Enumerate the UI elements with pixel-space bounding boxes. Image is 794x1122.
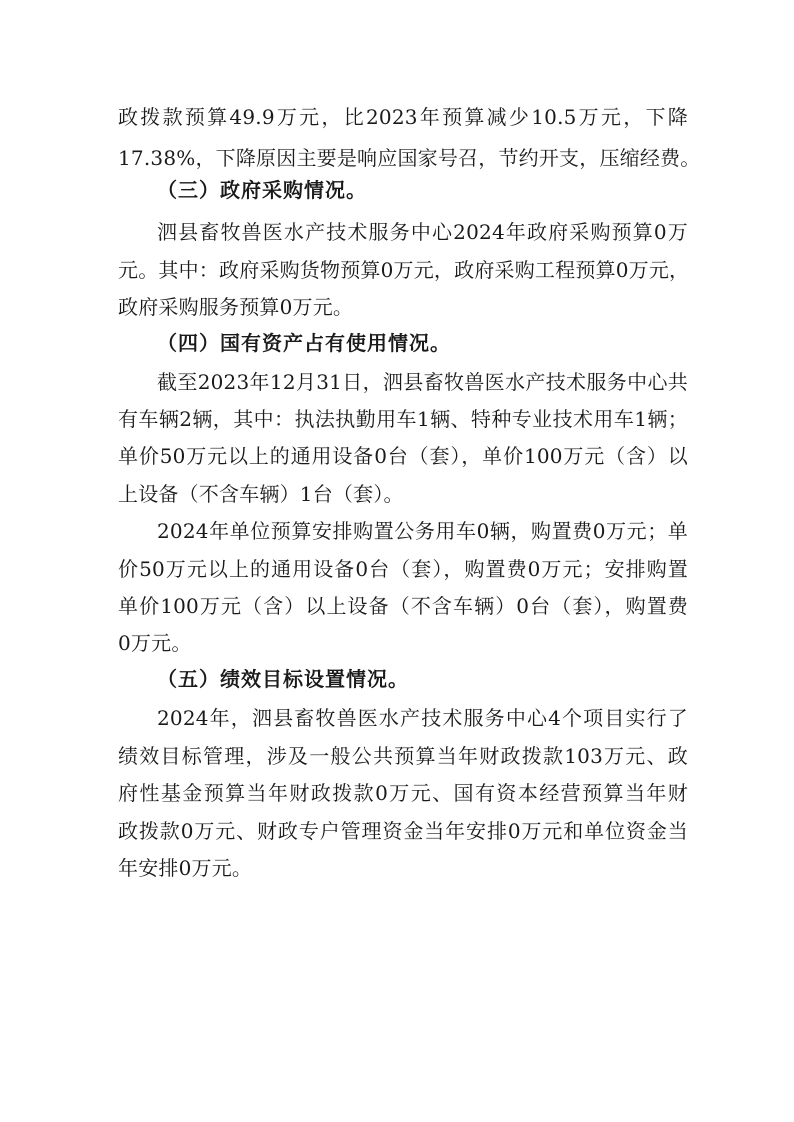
- body-text-line: 单价50万元以上的通用设备0台（套），单价100万元（含）以: [118, 444, 688, 468]
- body-text-line: 上设备（不含车辆）1台（套）。: [118, 482, 404, 506]
- body-text-line: 2024年单位预算安排购置公务用车0辆，购置费0万元；单: [157, 519, 688, 543]
- body-text-line: 单价100万元（含）以上设备（不含车辆）0台（套），购置费: [118, 594, 688, 618]
- section-heading-performance: （五）绩效目标设置情况。: [157, 667, 409, 691]
- body-text-line: 元。其中：政府采购货物预算0万元，政府采购工程预算0万元，: [118, 258, 690, 282]
- body-text-line: 0万元。: [118, 631, 192, 655]
- body-text-line: 府性基金预算当年财政拨款0万元、国有资本经营预算当年财: [118, 781, 688, 805]
- body-text-line: 政府采购服务预算0万元。: [118, 295, 354, 319]
- body-text-line: 截至2023年12月31日，泗县畜牧兽医水产技术服务中心共: [157, 370, 688, 394]
- body-text-line: 绩效目标管理，涉及一般公共预算当年财政拨款103万元、政: [118, 744, 688, 768]
- body-text-line: 17.38%，下降原因主要是响应国家号召，节约开支，压缩经费。: [118, 146, 701, 170]
- body-text-line: 年安排0万元。: [118, 856, 253, 880]
- body-text-line: 2024年，泗县畜牧兽医水产技术服务中心4个项目实行了: [157, 706, 688, 730]
- body-text-line: 泗县畜牧兽医水产技术服务中心2024年政府采购预算0万: [157, 220, 688, 244]
- section-heading-procurement: （三）政府采购情况。: [157, 178, 367, 202]
- body-text-line: 价50万元以上的通用设备0台（套），购置费0万元；安排购置: [118, 557, 688, 581]
- body-text-line: 政拨款0万元、财政专户管理资金当年安排0万元和单位资金当: [118, 819, 688, 843]
- body-text-line: 有车辆2辆，其中：执法执勤用车1辆、特种专业技术用车1辆；: [118, 407, 688, 431]
- section-heading-assets: （四）国有资产占有使用情况。: [157, 331, 451, 355]
- body-text-line: 政拨款预算49.9万元，比2023年预算减少10.5万元，下降: [118, 105, 688, 129]
